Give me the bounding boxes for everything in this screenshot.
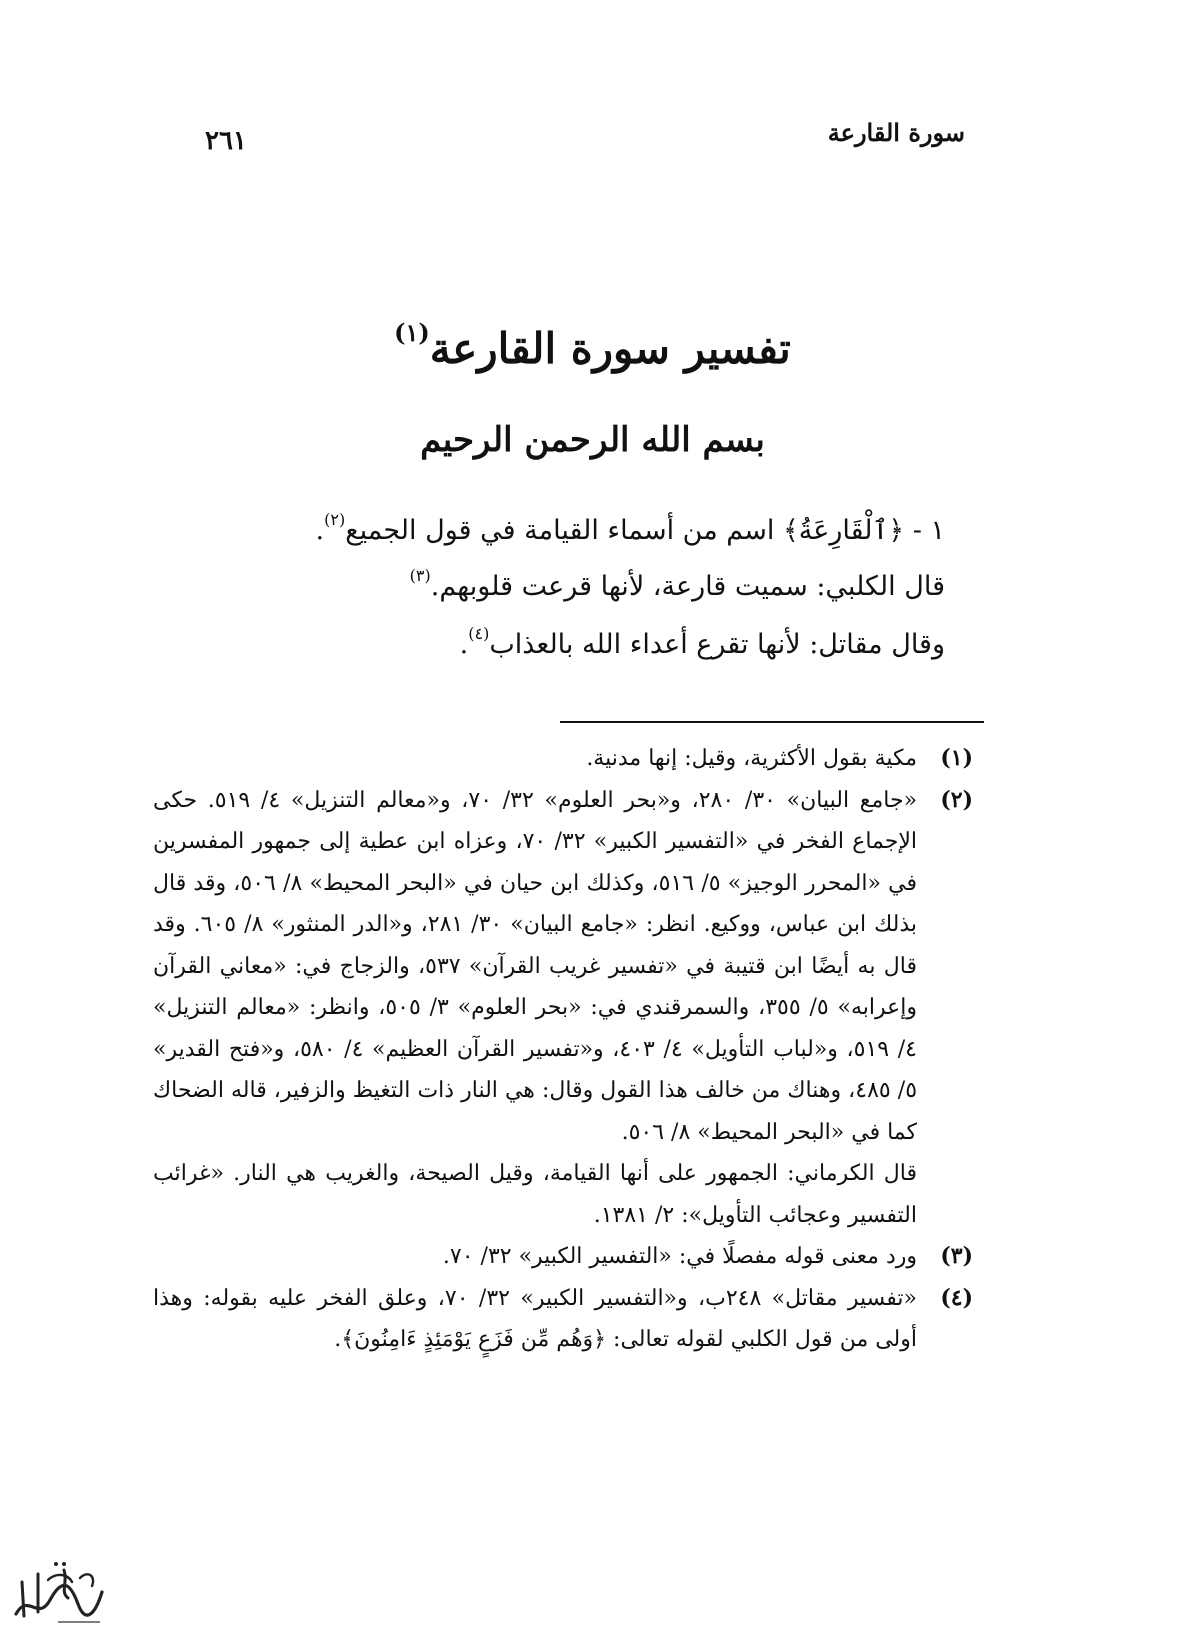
running-header-surah-title: سورة القارعة [827,118,965,147]
footnote-text: مكية بقول الأكثرية، وقيل: إنها مدنية. [586,746,917,771]
verse-line [316,500,945,551]
footnote-number: (٣) [940,1243,973,1269]
verse-number: ١ - [912,515,945,546]
footnotes [153,738,973,1361]
footnote-2-continuation: قال الكرماني: الجمهور على أنها القيامة، وقيل الصيحة، والغريب هي النار. «غرائب التفسير وعجائب التأويل»: ٢/ ١٣٨١. [153,1161,917,1228]
footnote-number: (١) [940,745,973,771]
footnote-text: «تفسير مقاتل» ٢٤٨ب، و«التفسير الكبير» ٣٢/ ٧٠، وعلق الفخر عليه بقوله: وهذا أولى من قول الكلبي لقوله تعالى: ﴿وَهُم مِّن فَزَعٍ يَوْمَئِذٍ ءَامِنُونَ﴾. [153,1285,918,1352]
verse-commentary: اسم من أسماء القيامة في قول الجميع [345,515,775,546]
footnote-ref-2[interactable]: (٢) [324,510,346,529]
footnote-2 [153,780,973,1154]
muqatil-line [460,614,945,665]
verse-end: . [315,515,325,546]
footnote-number: (٢) [940,786,973,813]
footnote-ref-4[interactable]: (٤) [468,624,490,643]
footnote-4 [153,1278,973,1361]
title-footnote-ref[interactable]: (١) [394,318,430,347]
page-number: ٢٦١ [205,126,247,156]
footnote-text: ورد معنى قوله مفصلًا في: «التفسير الكبير» ٣٢/ ٧٠. [442,1244,917,1269]
footnote-text: «جامع البيان» ٣٠/ ٢٨٠، و«بحر العلوم» ٣٢/ ٧٠، و«معالم التنزيل» ٤/ ٥١٩. حكى الإجماع الفخر في «التفسير الكبير» ٣٢/ ٧٠، وعزاه ابن عطية إلى جمهور المفسرين في «المحرر الوجيز» ٥/ ٥١٦، وكذلك ابن حيان في «البحر المحيط» ٨/ ٥٠٦، وقد قال بذلك ابن عباس، ووكيع. انظر: «جامع البيان» ٣٠/ ٢٨١، و«الدر المنثور» ٨/ ٦٠٥. وقد قال به أيضًا ابن قتيبة في «تفسير غريب القرآن» ٥٣٧، والزجاج في: «معاني القرآن وإعرابه» ٥/ ٣٥٥، والسمرقندي في: «بحر العلوم» ٣/ ٥٠٥، وانظر: «معالم التنزيل» ٤/ ٥١٩، و«لباب التأويل» ٤/ ٤٠٣، و«تفسير القرآن العظيم» ٤/ ٥٨٠، و«فتح القدير» ٥/ ٤٨٥، وهناك من خالف هذا القول وقال: هي النار ذات التغيظ والزفير، قاله الضحاك كما في «البحر المحيط» ٨/ ٥٠٦. [153,787,918,1145]
page-title [0,318,1185,373]
basmala: بسم الله الرحمن الرحيم [420,420,765,460]
library-stamp-logo [8,1552,108,1632]
footnote-1 [153,738,973,780]
kalbi-text: قال الكلبي: سميت قارعة، لأنها قرعت قلوبهم. [430,571,945,602]
footnote-number: (٤) [940,1284,973,1311]
footnote-separator [560,721,984,723]
footnote-ref-3[interactable]: (٣) [409,566,431,585]
verse-quote: ﴿ٱلْقَارِعَةُ﴾ [782,515,905,546]
footnote-3 [153,1236,973,1278]
muqatil-end: . [459,629,469,660]
muqatil-text: وقال مقاتل: لأنها تقرع أعداء الله بالعذاب [489,629,945,660]
kalbi-line [410,556,945,607]
page-title-text: تفسير سورة القارعة [429,324,791,373]
